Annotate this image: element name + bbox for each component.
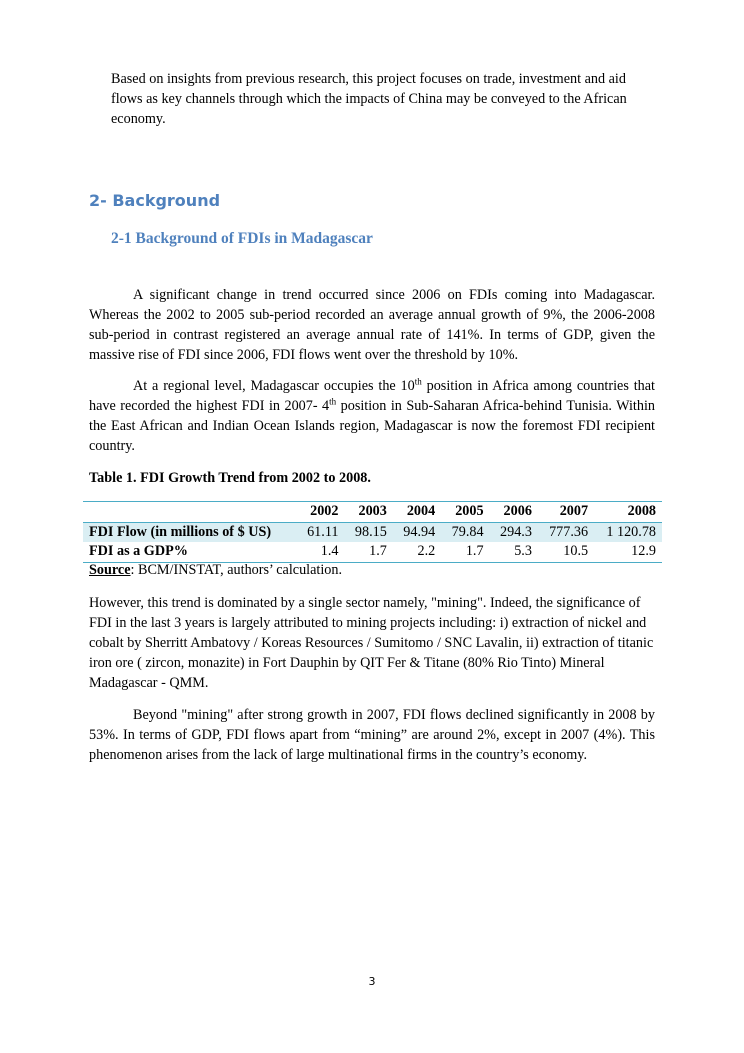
table-cell: 1.4 [320,543,339,560]
regional-text-2: position in Africa among countries that have recorded the highest FDI in 2007- 4 [89,378,655,414]
row-label: FDI as a GDP% [89,543,188,560]
table-cell: 1.7 [465,543,484,560]
row-label: FDI Flow (in millions of $ US) [83,522,297,542]
regional-paragraph [89,376,655,456]
page-number: 3 [368,975,376,988]
header-empty-cell [83,502,297,523]
table-cell: 79.84 [441,522,489,542]
regional-text-1: At a regional level, Madagascar occupies the 10 [133,378,415,394]
mining-paragraph: However, this trend is dominated by a single sector namely, "mining". Indeed, the significance of FDI in the last 3 years is largely attributed to mining projects including: i) extraction of nickel and cobalt by Sherritt Ambatovy / Koreas Resources / Sumitomo / SNC Lavalin, ii) extraction of titanic iron ore ( zircon, monazite) in Fort Dauphin by QIT Fer & Titane (80% Rio Tinto) Mineral Madagascar - QMM. [89,595,654,691]
superscript-th-1: th [414,376,422,387]
table-cell: 12.9 [631,543,656,560]
table-cell: 1.7 [369,543,387,560]
year-header: 2006 [490,502,538,523]
table-cell: 5.3 [514,543,532,560]
year-header: 2002 [297,502,345,523]
year-header: 2004 [393,502,441,523]
table-cell: 94.94 [393,522,441,542]
table-cell: 294.3 [490,522,538,542]
subsection-heading: 2-1 Background of FDIs in Madagascar [111,230,373,247]
year-header: 2003 [344,502,392,523]
intro-paragraph: Based on insights from previous research, this project focuses on trade, investment and aid flows as key channels through which the impacts of China may be conveyed to the African economy. [111,71,627,127]
year-header: 2007 [538,502,594,523]
regional-text-3: position in Sub-Saharan Africa-behind Tunisia. Within the East African and Indian Ocean Islands region, Madagascar is now the foremost FDI recipient country. [89,398,655,454]
table-cell: 98.15 [344,522,392,542]
fdi-growth-table [83,501,662,563]
table-cell: 61.11 [297,522,345,542]
table-row [83,522,662,542]
year-header: 2008 [594,502,662,523]
decline-paragraph: Beyond "mining" after strong growth in 2007, FDI flows declined significantly in 2008 by 53%. In terms of GDP, FDI flows apart from “mining” are around 2%, except in 2007 (4%). This phenomenon arises from the lack of large multinational firms in the country’s economy. [89,707,655,763]
table-row [83,542,662,562]
table-cell: 1 120.78 [594,522,662,542]
source-text: : BCM/INSTAT, authors’ calculation. [130,562,343,578]
section-heading: 2- Background [89,191,221,210]
superscript-th-2: th [329,396,337,407]
source-label: Source [89,562,131,578]
table-caption: Table 1. FDI Growth Trend from 2002 to 2008. [89,470,371,486]
fdi-trend-paragraph: A significant change in trend occurred since 2006 on FDIs coming into Madagascar. Whereas the 2002 to 2005 sub-period recorded an average annual growth of 9%, the 2006-2008 sub-period in contrast registered an average annual rate of 141%. In terms of GDP, given the massive rise of FDI since 2006, FDI flows went over the threshold by 10%. [89,287,655,363]
year-header: 2005 [441,502,489,523]
table-header-row [83,502,662,523]
table-cell: 777.36 [538,522,594,542]
table-source [89,562,342,579]
table-cell: 2.2 [417,543,436,560]
table-cell: 10.5 [563,543,589,560]
